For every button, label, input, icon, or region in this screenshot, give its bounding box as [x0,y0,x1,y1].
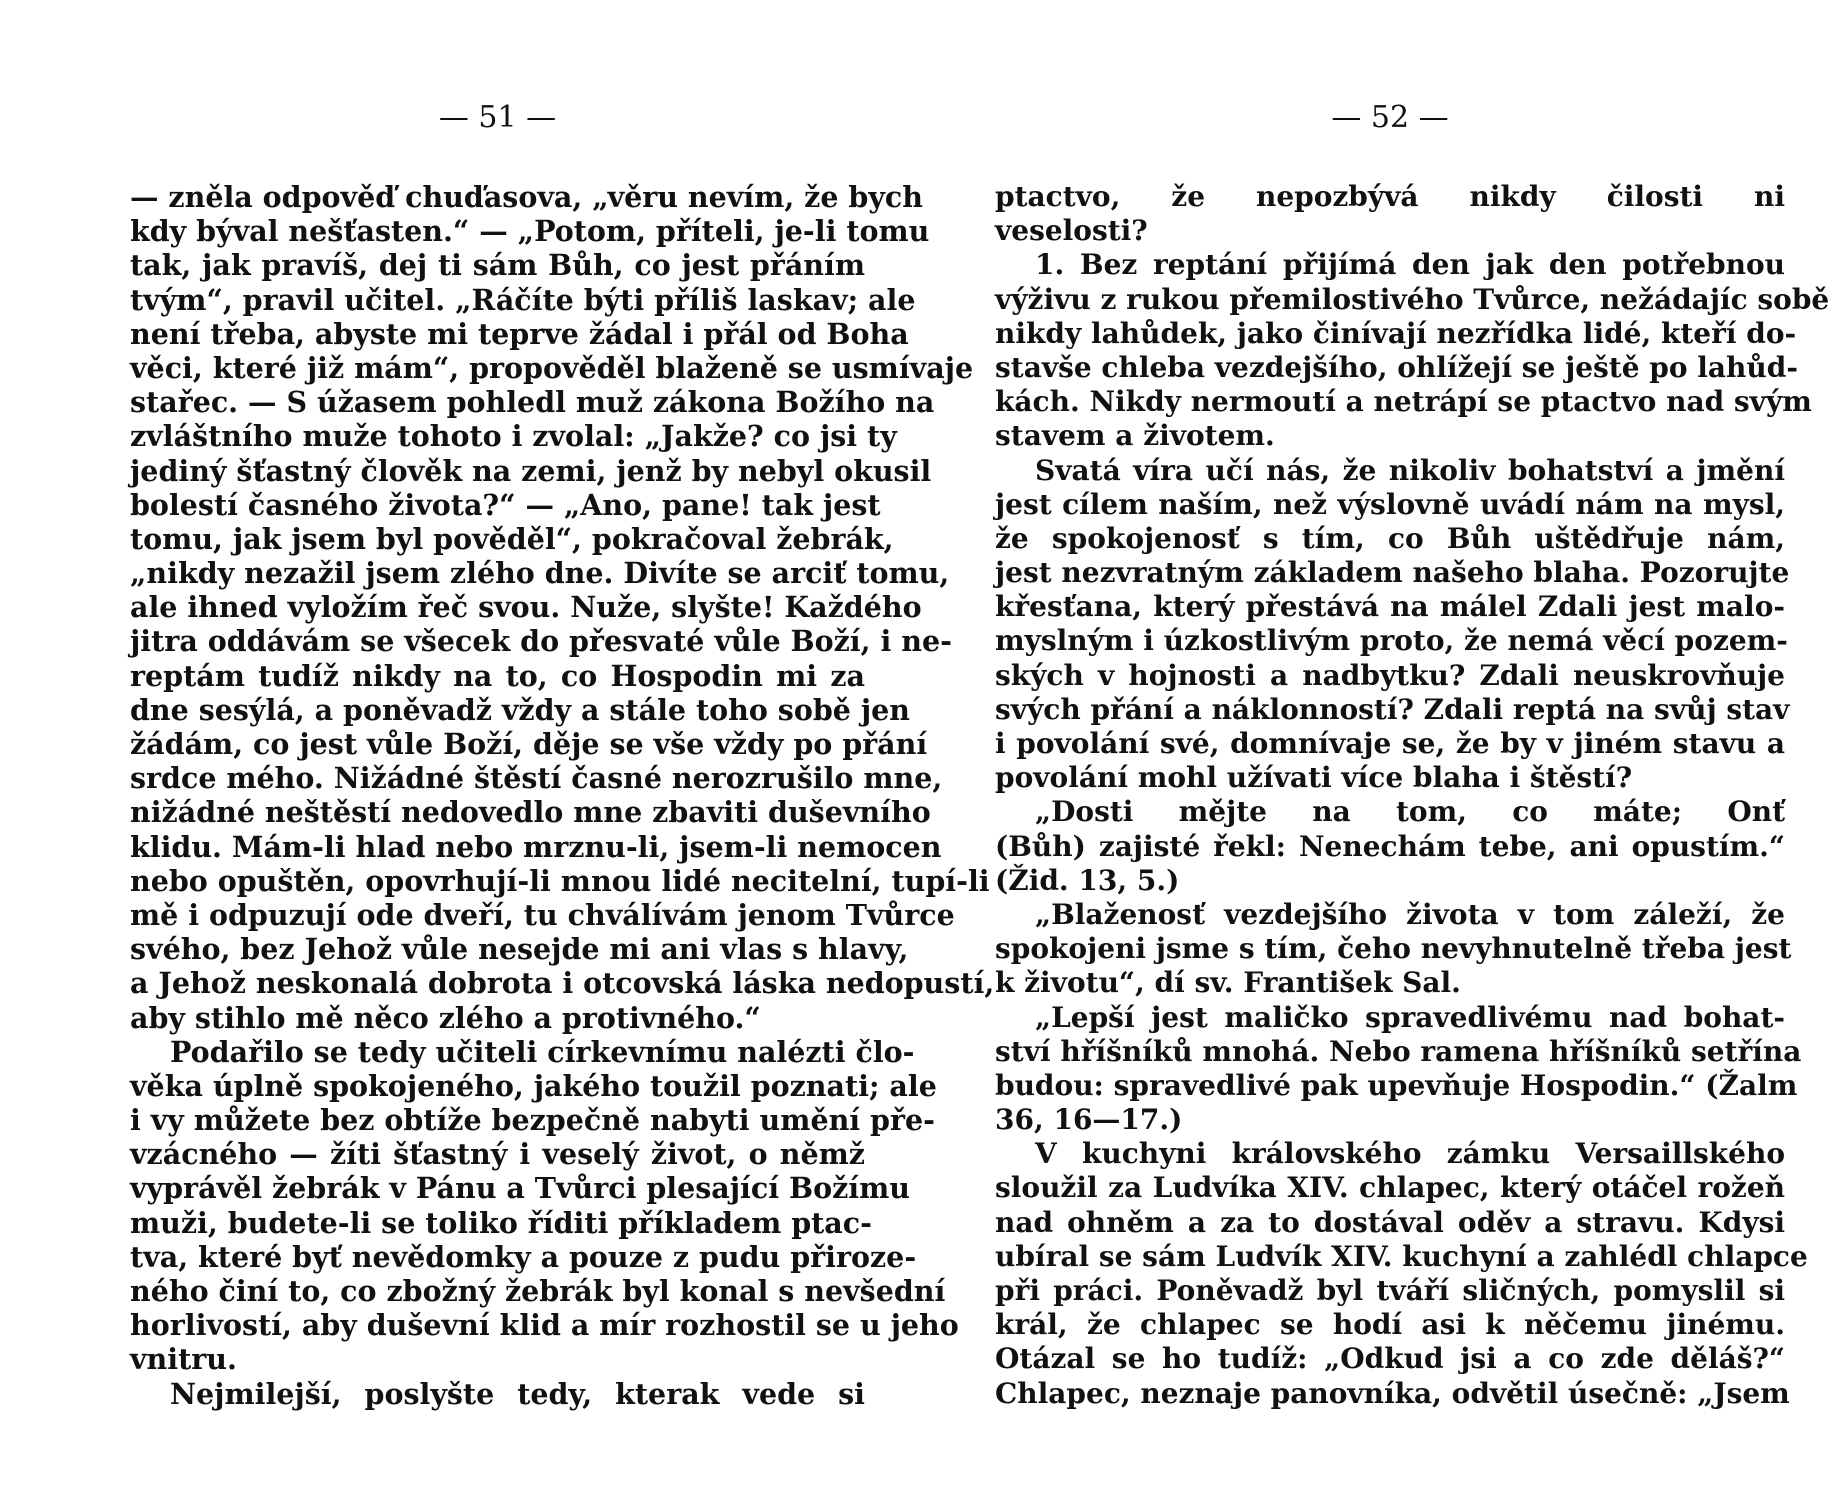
text-line: tvým“, pravil učitel. „Ráčíte býti příliš laskav; ale [130,282,916,317]
text-line: tak, jak pravíš, dej ti sám Bůh, co jest přáním [130,248,865,283]
text-line: klidu. Mám-li hlad nebo mrznu-li, jsem-li nemocen [130,829,942,864]
text-line: — zněla odpověď chuďasova, „věru nevím, že bych [130,180,923,214]
page-number: — 51 — [438,100,557,135]
text-line: kách. Nikdy nermoutí a netrápí se ptactvo nad svým [995,385,1812,419]
text-line: při práci. Poněvadž byl tváří sličných, pomyslil si [995,1274,1785,1307]
text-line: svého, bez Jehož vůle nesejde mi ani vlas s hlavy, [130,932,909,967]
text-line: ství hříšníků mnohá. Nebo ramena hříšníků setřína [995,1034,1802,1068]
text-line: „Lepší jest maličko spravedlivému nad bohat- [1035,1000,1785,1034]
text-line: Podařilo se tedy učiteli církevnímu nalézti člo- [170,1034,915,1069]
right-page [995,0,1830,1500]
text-line: Otázal se ho tudíž: „Odkud jsi a co zde děláš?“ [995,1342,1785,1376]
text-line: „Dosti mějte na tom, co máte; Onť [1035,795,1785,829]
text-line: i vy můžete bez obtíže bezpečně nabyti umění pře- [130,1103,935,1138]
text-line: svých přání a náklonností? Zdali reptá na svůj stav [995,692,1790,726]
text-line: muži, budete-li se toliko říditi příkladem ptac- [130,1205,872,1240]
text-line: (Žid. 13, 5.) [995,863,1180,897]
text-line: budou: spravedlivé pak upevňuje Hospodin.“ (Žalm [995,1068,1798,1102]
page-text [995,180,1830,1411]
text-line: že spokojenosť s tím, co Bůh uštědřuje nám, [995,521,1785,555]
text-line: věci, které již mám“, propověděl blaženě se usmívaje [130,350,974,385]
text-line: žádám, co jest vůle Boží, děje se vše vždy po přání [130,727,928,761]
text-line: veselosti? [995,214,1148,248]
text-line: myslným i úzkostlivým proto, že nemá věcí pozem- [995,624,1788,658]
text-line: ného činí to, co zbožný žebrák byl konal s nevšední [130,1274,946,1308]
text-line: „nikdy nezažil jsem zlého dne. Divíte se arciť tomu, [130,556,950,591]
text-line: ských v hojnosti a nadbytku? Zdali neuskrovňuje [995,658,1785,692]
text-line: král, že chlapec se hodí asi k něčemu jinému. [995,1308,1785,1342]
text-line: (Bůh) zajisté řekl: Nenechám tebe, ani opustím.“ [995,829,1785,863]
text-line: stavše chleba vezdejšího, ohlížejí se ještě po lahůd- [995,350,1798,384]
text-line: dne sesýlá, a poněvadž vždy a stále toho sobě jen [130,692,910,727]
page-text [130,180,995,1411]
text-line: povolání mohl užívati více blaha i štěstí? [995,761,1633,795]
text-line: stavem a životem. [995,419,1275,453]
text-line: horlivostí, aby duševní klid a mír rozhostil se u jeho [130,1308,959,1343]
text-line: jitra oddávám se všecek do přesvaté vůle Boží, i ne- [130,624,952,659]
text-line: nikdy lahůdek, jako činívají nezřídka lidé, kteří do- [995,316,1797,350]
text-line: Nejmilejší, poslyšte tedy, kterak vede si [170,1376,865,1411]
text-line: aby stihlo mě něco zlého a protivného.“ [130,1000,761,1035]
text-line: srdce mého. Nižádné štěstí časné nerozrušilo mne, [130,761,943,796]
text-line: kdy býval nešťasten.“ — „Potom, příteli, je-li tomu [130,214,930,249]
text-line: k životu“, dí sv. František Sal. [995,966,1461,1000]
text-line: „Blaženosť vezdejšího života v tom záleží, že [1035,897,1785,931]
text-line: stařec. — S úžasem pohledl muž zákona Božího na [130,385,935,420]
text-line: není třeba, abyste mi teprve žádal i přál od Boha [130,316,909,351]
text-line: ale ihned vyložím řeč svou. Nuže, slyšte! Každého [130,590,922,625]
text-line: jest nezvratným základem našeho blaha. Pozorujte [995,556,1790,590]
text-line: mě i odpuzují ode dveří, tu chválívám jenom Tvůrce [130,897,955,932]
page-number: — 52 — [1331,100,1449,135]
text-line: výživu z rukou přemilostivého Tvůrce, nežádajíc sobě [995,282,1830,316]
text-line: zvláštního muže tohoto i zvolal: „Jakže? co jsi ty [130,419,897,454]
text-line: a Jehož neskonalá dobrota i otcovská láska nedopustí, [130,966,995,1001]
text-line: nižádné neštěstí nedovedlo mne zbaviti duševního [130,795,931,830]
text-line: vnitru. [130,1342,237,1377]
text-line: tva, které byť nevědomky a pouze z pudu přiroze- [130,1239,917,1274]
text-line: 1. Bez reptání přijímá den jak den potřebnou [1035,248,1785,282]
text-line: V kuchyni královského zámku Versaillského [1035,1137,1785,1171]
text-line: nebo opuštěn, opovrhují-li mnou lidé necitelní, tupí-li [130,863,990,898]
text-line: Chlapec, neznaje panovníka, odvětil úsečně: „Jsem [995,1376,1790,1410]
text-line: vzácného — žíti šťastný i veselý život, o němž [130,1137,865,1172]
text-line: křesťana, který přestává na málel Zdali jest malo- [995,590,1785,624]
text-line: i povolání své, domnívaje se, že by v jiném stavu a [995,727,1785,760]
text-line: tomu, jak jsem byl pověděl“, pokračoval žebrák, [130,521,894,556]
text-line: ubíral se sám Ludvík XIV. kuchyní a zahlédl chlapce [995,1239,1808,1273]
text-line: Svatá víra učí nás, že nikoliv bohatství a jmění [1035,453,1785,487]
left-page [130,0,995,1500]
text-line: reptám tudíž nikdy na to, co Hospodin mi za [130,658,865,693]
text-line: vyprávěl žebrák v Pánu a Tvůrci plesající Božímu [130,1171,910,1206]
text-line: 36, 16—17.) [995,1103,1183,1137]
text-line: spokojeni jsme s tím, čeho nevyhnutelně třeba jest [995,932,1792,966]
text-line: nad ohněm a za to dostával oděv a stravu. Kdysi [995,1205,1785,1239]
text-line: jest cílem naším, než výslovně uvádí nám na mysl, [995,487,1785,521]
text-line: jediný šťastný člověk na zemi, jenž by nebyl okusil [130,453,932,488]
text-line: ptactvo, že nepozbývá nikdy čilosti ni [995,180,1785,213]
text-line: věka úplně spokojeného, jakého toužil poznati; ale [130,1068,937,1103]
text-line: bolestí časného života?“ — „Ano, pane! tak jest [130,487,881,522]
text-line: sloužil za Ludvíka XIV. chlapec, který otáčel rožeň [995,1171,1785,1205]
